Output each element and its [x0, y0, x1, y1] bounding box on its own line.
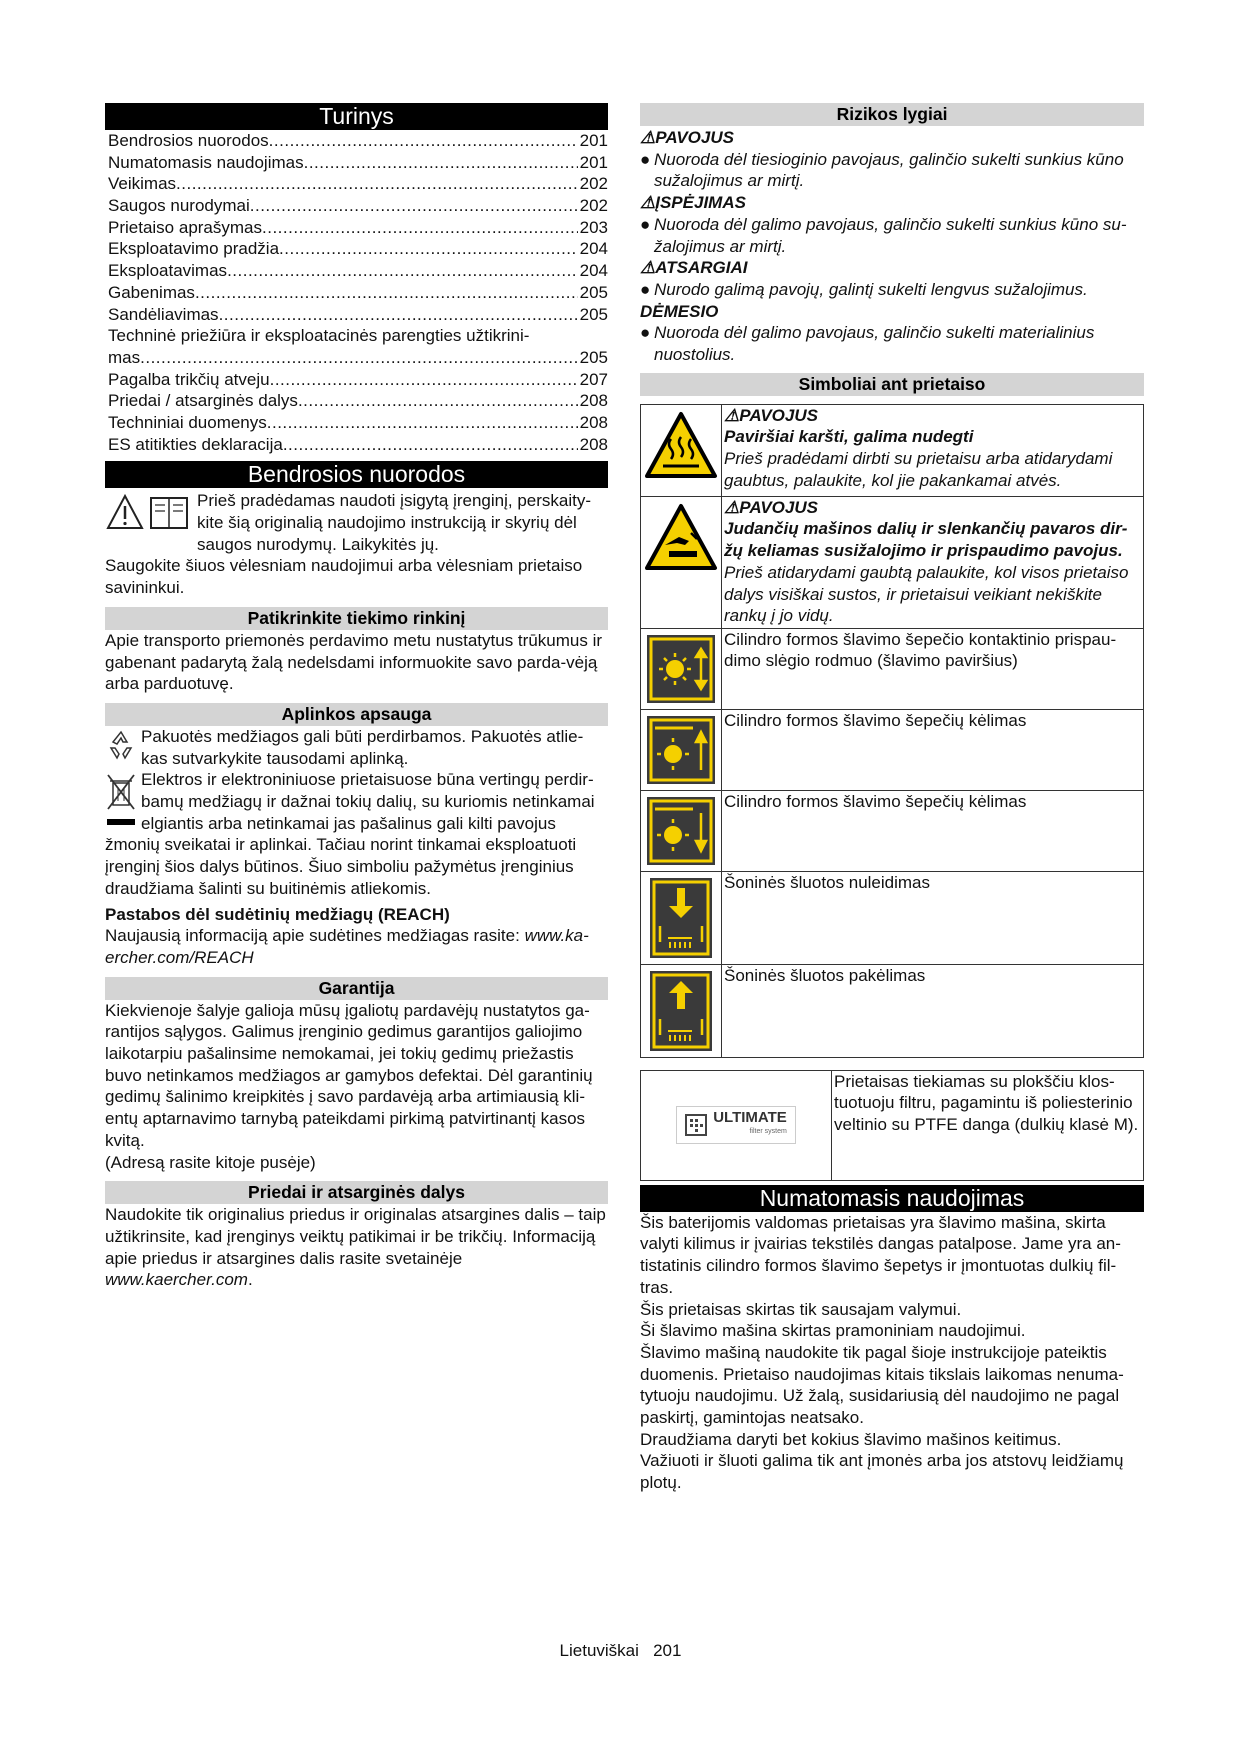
filter-table	[640, 1070, 1144, 1181]
side-broom-lower-icon	[641, 871, 722, 964]
toc-heading: Turinys	[105, 103, 608, 130]
toc-item[interactable]: Eksploatavimo pradžia ..... 204	[108, 238, 608, 260]
kaercher-link[interactable]: www.kaercher.com	[105, 1270, 248, 1290]
risk-label-danger: ⚠PAVOJUS	[640, 128, 734, 147]
symbol-row	[641, 790, 1144, 871]
toc-item[interactable]: Sandėliavimas ..... 205	[108, 304, 608, 326]
risk-levels: ⚠PAVOJUS ● Nuoroda dėl tiesioginio pavojaus, galinčio sukelti sunkius kūno sužalojimus ar mirtį. ⚠ĮSPĖJIMAS ● Nuoroda dėl galimo pavojaus, galinčio sukelti sunkius kūno su-žalojimus ar mirtį. ⚠ATSARGIAI ● Nurodo galimą pavojų, galintį sukelti lengvus sužalojimus. DĖMESIO ● Nuoroda dėl galimo pavojaus, galinčio sukelti materialinius nuostolius.	[640, 127, 1144, 366]
logo-text: ULTIMATE	[713, 1109, 787, 1127]
toc-item[interactable]: Pagalba trikčių atveju ..... 207	[108, 369, 608, 391]
intended-p6: Važiuoti ir šluoti galima tik ant įmonės arba jos atstovų leidžiamų plotų.	[640, 1451, 1124, 1493]
footer-language: Lietuviškai	[559, 1641, 639, 1660]
intended-use-heading: Numatomasis naudojimas	[640, 1185, 1144, 1212]
side-broom-raise-icon	[641, 964, 722, 1057]
hot-surface-icon	[641, 404, 722, 496]
filter-text: Prietaisas tiekiamas su plokščiu klos-tuotuoju filtru, pagamintu iš poliesterinio veltinio su PTFE danga (dulkių klasė M).	[834, 1071, 1139, 1135]
symbol-row: ⚠PAVOJUS Paviršiai karšti, galima nudegti Prieš pradėdami dirbti su prietaisu arba atidarydami gaubtus, palaukite, kol jie pakankamai atvės.	[641, 404, 1144, 496]
risk-text: Nuoroda dėl galimo pavojaus, galinčio sukelti materialinius nuostolius.	[654, 323, 1095, 365]
intended-p1: Šis baterijomis valdomas prietaisas yra šlavimo mašina, skirta valyti kilimus ir įvairias tekstilės dangas patalpose. Jame yra an-tistatinis cilindro formos šlavimo šepetys ir įmontuotas dulkių fil-tras.	[640, 1212, 1121, 1297]
logo-subtext: filter system	[749, 1128, 787, 1136]
symbol-text: Cilindro formos šlavimo šepečių kėlimas	[724, 710, 1027, 730]
toc-item[interactable]: Eksploatavimas ..... 204	[108, 260, 608, 282]
recycle-icon	[105, 726, 141, 769]
toc-item[interactable]: Priedai / atsarginės dalys ..... 208	[108, 390, 608, 412]
weee-text-line: Elektros ir elektroniniuose prietaisuose būna vertingų perdir-	[141, 770, 594, 790]
symbol-row	[641, 871, 1144, 964]
symbol-row: ⚠PAVOJUS Judančių mašinos dalių ir slenkančių pavaros dir-žų keliamas susižalojimo ir prispaudimo pavojus. Prieš atidarydami gaubtą palaukite, kol visos prietaiso dalys visiškai sustos, ir prietaisui veikiant nekiškite rankų į jo vidų.	[641, 496, 1144, 628]
toc-item[interactable]: Saugos nurodymai ..... 202	[108, 195, 608, 217]
weee-bin-icon	[105, 769, 141, 834]
right-column	[640, 103, 1144, 1494]
toc-item[interactable]: Veikimas ..... 202	[108, 173, 608, 195]
weee-text-line: bamų medžiagų ir dažnai tokių dalių, su kuriomis netinkamai	[141, 792, 595, 812]
general-heading: Bendrosios nuorodos	[105, 461, 608, 488]
brush-pressure-icon	[641, 628, 722, 709]
general-text-line: kite šią originalią naudojimo instrukciją ir skyrių dėl	[197, 513, 577, 533]
symbol-text: Šoninės šluotos pakėlimas	[724, 965, 926, 985]
symbol-text: Šoninės šluotos nuleidimas	[724, 872, 931, 892]
toc	[105, 130, 608, 455]
toc-item[interactable]: Numatomasis naudojimas ..... 201	[108, 152, 608, 174]
delivery-text: Apie transporto priemonės perdavimo metu nustatytus trūkumus ir gabenant padarytą žalą nedelsdami informuokite savo parda-vėją arba parduotuvę.	[105, 630, 603, 694]
brush-lift-icon	[641, 709, 722, 790]
page-footer	[0, 1640, 1241, 1662]
intended-p2: Šis prietaisas skirtas tik sausajam valymui.	[640, 1299, 962, 1319]
toc-item[interactable]: Gabenimas ..... 205	[108, 282, 608, 304]
risk-text: Nuoroda dėl tiesioginio pavojaus, galinčio sukelti sunkius kūno sužalojimus ar mirtį.	[654, 149, 1124, 191]
symbol-row	[641, 964, 1144, 1057]
delivery-heading: Patikrinkite tiekimo rinkinį	[105, 607, 608, 630]
recycle-text-line: Pakuotės medžiagos gali būti perdirbamos. Pakuotės atlie-	[141, 726, 584, 746]
risk-text: Nuoroda dėl galimo pavojaus, galinčio sukelti sunkius kūno su-žalojimus ar mirtį.	[654, 214, 1127, 256]
hot-label: PAVOJUS	[739, 405, 818, 425]
moving-text: Prieš atidarydami gaubtą palaukite, kol visos prietaiso dalys visiškai sustos, ir prietaisui veikiant nekiškite rankų į jo vidų.	[724, 562, 1129, 626]
footer-page-number: 201	[653, 1641, 682, 1660]
accessories-heading: Priedai ir atsarginės dalys	[105, 1181, 608, 1204]
symbol-text: Cilindro formos šlavimo šepečių kėlimas	[724, 791, 1027, 811]
symbol-text: Cilindro formos šlavimo šepečio kontaktinio prispau-dimo slėgio rodmuo (šlavimo paviršius)	[724, 629, 1117, 671]
environment-heading: Aplinkos apsauga	[105, 703, 608, 726]
reach-title: Pastabos dėl sudėtinių medžiagų (REACH)	[105, 904, 450, 924]
risk-text: Nurodo galimą pavojų, galintį sukelti lengvus sužalojimus.	[654, 279, 1088, 299]
hot-title: Paviršiai karšti, galima nudegti	[724, 427, 974, 447]
recycle-text-line: kas sutvarkykite tausodami aplinką.	[141, 748, 409, 768]
brush-lower-icon	[641, 790, 722, 871]
warning-manual-icons	[105, 490, 197, 555]
warranty-text: Kiekvienoje šalyje galioja mūsų įgaliotų pardavėjų nustatytos ga-rantijos sąlygos. Galimus įrenginio gedimus garantijos galiojimo laikotarpiu pašalinsime nemokamai, jei tokių gedimų priežastis buvo netinkamos medžiagos ar gamybos defektai. Dėl garantinių gedimų šalinimo kreipkitės į savo pardavėją arba artimiausią kli-entų aptarnavimo tarnybą pateikdami pirkimą patvirtinantį kasos kvitą.	[105, 1000, 593, 1150]
left-column	[105, 103, 608, 1291]
moving-parts-icon	[641, 496, 722, 628]
ultimate-logo	[641, 1070, 832, 1180]
toc-item-maintenance[interactable]: Techninė priežiūra ir eksploatacinės parengties užtikrini- mas ..... 205	[108, 325, 608, 368]
filter-logo-icon	[685, 1114, 707, 1136]
symbol-row	[641, 709, 1144, 790]
manual-book-icon	[151, 498, 187, 528]
warning-triangle-icon	[105, 490, 195, 534]
reach-text: Naujausią informaciją apie sudėtines medžiagas rasite: www.ka-ercher.com/REACH	[105, 926, 589, 967]
symbols-heading: Simboliai ant prietaiso	[640, 373, 1144, 396]
reach-link[interactable]: www.ka-ercher.com/REACH	[105, 926, 589, 967]
warranty-address: (Adresą rasite kitoje pusėje)	[105, 1152, 316, 1172]
accessories-text: Naudokite tik originalius priedus ir originalas atsargines dalis – taip užtikrinsite, kad įrenginys veiktų patikimai ir be trikčių. Informaciją apie priedus ir atsargines dalis rasite svetainėje www.kaercher.com.	[105, 1205, 606, 1290]
hot-text: Prieš pradėdami dirbti su prietaisu arba atidarydami gaubtus, palaukite, kol jie pakankamai atvės.	[724, 449, 1113, 490]
general-keep-text: Saugokite šiuos vėlesniam naudojimui arba vėlesniam prietaiso savininkui.	[105, 556, 583, 598]
symbol-row	[641, 628, 1144, 709]
risk-label-notice: DĖMESIO	[640, 301, 719, 321]
moving-title: Judančių mašinos dalių ir slenkančių pavaros dir-žų keliamas susižalojimo ir prispaudimo pavojus.	[724, 519, 1128, 561]
general-text-line: Prieš pradėdamas naudoti įsigytą įrenginį, perskaity-	[197, 491, 592, 511]
symbols-table	[640, 404, 1144, 1058]
general-text-line: saugos nurodymų. Laikykitės jų.	[197, 534, 439, 554]
risk-label-caution: ⚠ATSARGIAI	[640, 258, 748, 278]
toc-item[interactable]: Prietaiso aprašymas ..... 203	[108, 217, 608, 239]
risk-label-warning: ⚠ĮSPĖJIMAS	[640, 193, 746, 213]
weee-text-rest: žmonių sveikatai ir aplinkai. Tačiau norint tinkamai eksploatuoti įrenginį šios dalys būtinos. Šiuo simboliu pažymėtus įrenginius draudžiama šalinti su buitinėmis atliekomis.	[105, 835, 577, 898]
toc-item[interactable]: ES atitikties deklaracija ..... 208	[108, 434, 608, 456]
intended-p4: Šlavimo mašiną naudokite tik pagal šioje instrukcijoje pateiktis duomenis. Prietaiso naudojimas kitais tikslais laikomas nenuma-tytuoju naudojimu. Už žalą, susidariusią dėl naudojimo ne pagal paskirtį, gamintojas neatsako.	[640, 1342, 1124, 1428]
moving-label: PAVOJUS	[739, 497, 818, 517]
warranty-heading: Garantija	[105, 977, 608, 1000]
intended-p5: Draudžiama daryti bet kokius šlavimo mašinos keitimus.	[640, 1429, 1062, 1449]
toc-item[interactable]: Techniniai duomenys ..... 208	[108, 412, 608, 434]
intended-p3: Ši šlavimo mašina skirtas pramoniniam naudojimui.	[640, 1321, 1026, 1341]
weee-text-line: elgiantis arba netinkamai jas pašalinus gali kilti pavojus	[141, 813, 556, 833]
risk-heading: Rizikos lygiai	[640, 103, 1144, 126]
toc-item[interactable]: Bendrosios nuorodos ..... 201	[108, 130, 608, 152]
